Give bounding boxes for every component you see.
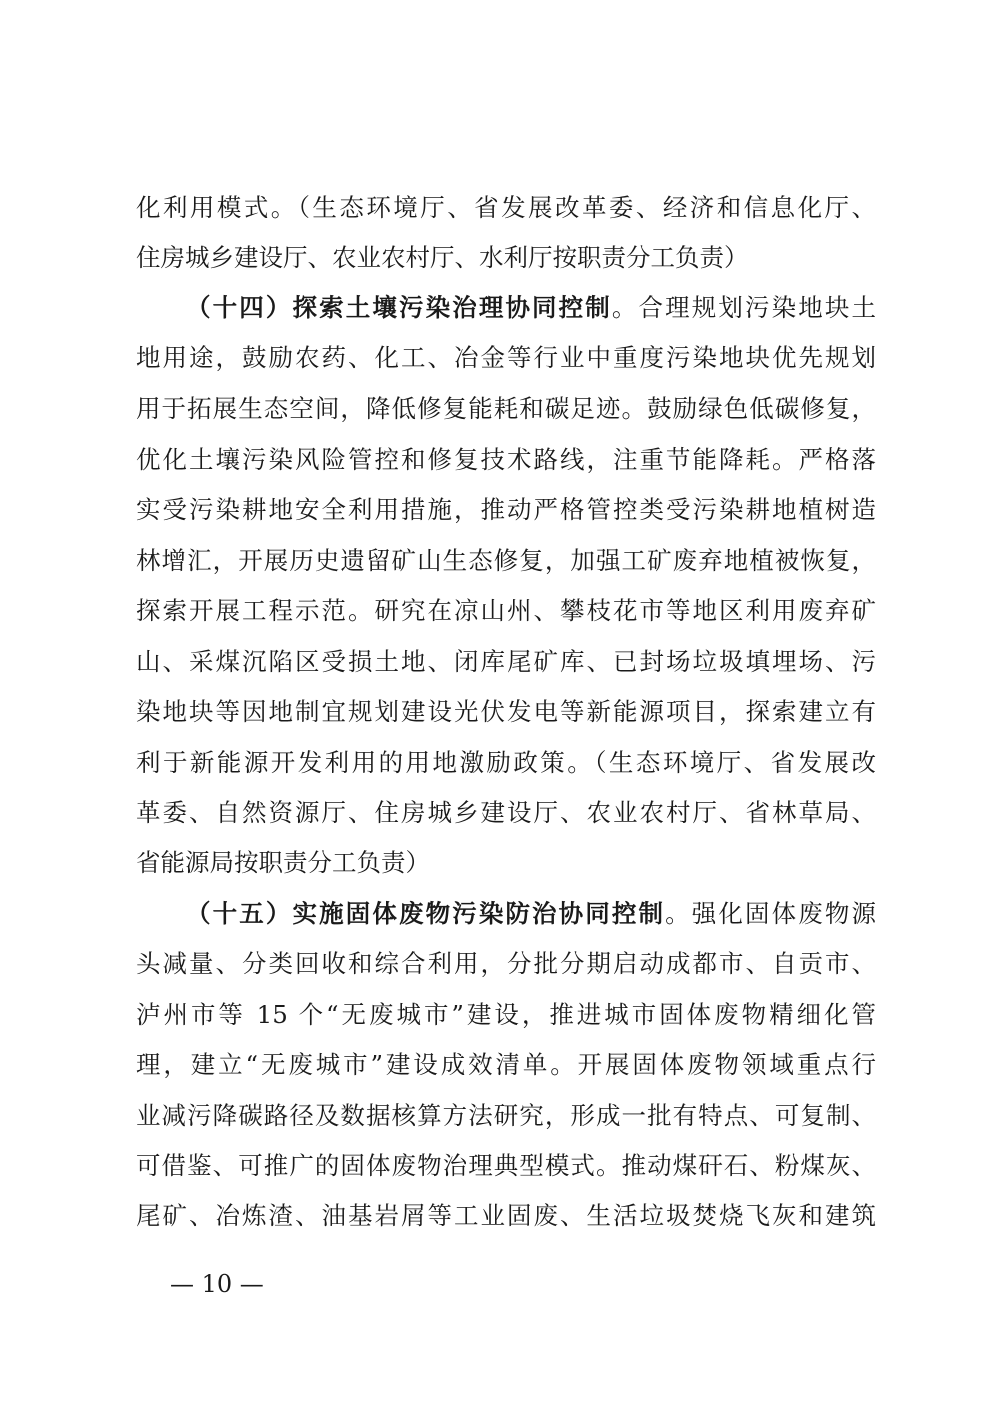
paragraph-line: 利于新能源开发利用的用地激励政策。（生态环境厅、省发展改	[136, 748, 876, 777]
paragraph-line: 省能源局按职责分工负责）	[136, 848, 430, 877]
section-14-heading: （十四）探索土壤污染治理协同控制	[186, 293, 612, 322]
paragraph-line: 革委、自然资源厅、住房城乡建设厅、农业农村厅、省林草局、	[136, 798, 876, 827]
paragraph-line: 优化土壤污染风险管控和修复技术路线，注重节能降耗。严格落	[136, 445, 876, 474]
section-15-heading: （十五）实施固体废物污染防治协同控制	[186, 899, 666, 928]
section-15-first-line-text: 。强化固体废物源	[665, 899, 877, 928]
page-number: — 10 —	[170, 1270, 264, 1298]
paragraph-line: 泸州市等 15 个“无废城市”建设，推进城市固体废物精细化管	[136, 1000, 876, 1029]
paragraph-line: 业减污降碳路径及数据核算方法研究，形成一批有特点、可复制、	[136, 1101, 876, 1130]
paragraph-line: 实受污染耕地安全利用措施，推动严格管控类受污染耕地植树造	[136, 495, 876, 524]
paragraph-line: 山、采煤沉陷区受损土地、闭库尾矿库、已封场垃圾填埋场、污	[136, 647, 876, 676]
paragraph-line: 地用途，鼓励农药、化工、冶金等行业中重度污染地块优先规划	[136, 343, 876, 372]
paragraph-line: 可借鉴、可推广的固体废物治理典型模式。推动煤矸石、粉煤灰、	[136, 1151, 876, 1180]
paragraph-line: 林增汇，开展历史遗留矿山生态修复，加强工矿废弃地植被恢复，	[136, 546, 876, 575]
section-14-first-line	[186, 288, 876, 328]
paragraph-line: 头减量、分类回收和综合利用，分批分期启动成都市、自贡市、	[136, 949, 876, 978]
paragraph-line: 化利用模式。（生态环境厅、省发展改革委、经济和信息化厅、	[136, 193, 876, 222]
paragraph-line: 探索开展工程示范。研究在凉山州、攀枝花市等地区利用废弃矿	[136, 596, 876, 625]
section-14-first-line-text: 。合理规划污染地块土	[611, 293, 877, 322]
paragraph-line: 理，建立“无废城市”建设成效清单。开展固体废物领域重点行	[136, 1050, 876, 1079]
paragraph-line: 染地块等因地制宜规划建设光伏发电等新能源项目，探索建立有	[136, 697, 876, 726]
section-15-first-line	[186, 894, 876, 934]
paragraph-line: 尾矿、冶炼渣、油基岩屑等工业固废、生活垃圾焚烧飞灰和建筑	[136, 1201, 876, 1230]
paragraph-line: 用于拓展生态空间，降低修复能耗和碳足迹。鼓励绿色低碳修复，	[136, 394, 876, 423]
paragraph-line: 住房城乡建设厅、农业农村厅、水利厅按职责分工负责）	[136, 243, 749, 272]
